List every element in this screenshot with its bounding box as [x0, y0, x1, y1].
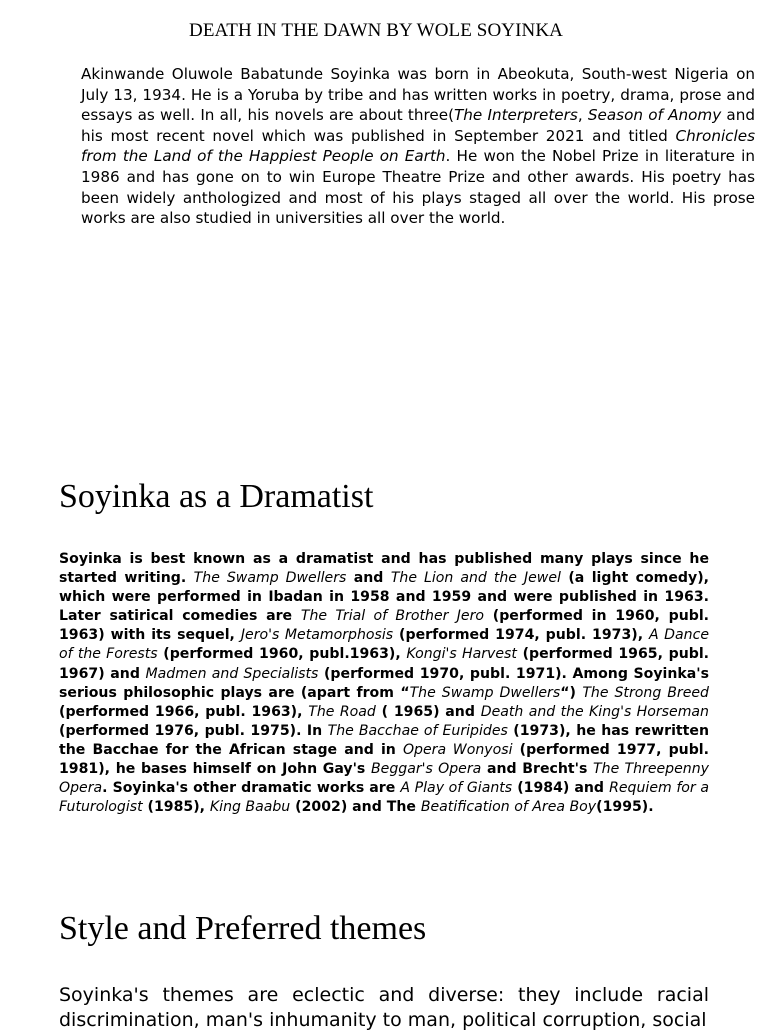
- play-title: Opera Wonyosi: [402, 741, 513, 758]
- dramatist-text: and Brecht's: [481, 761, 594, 778]
- play-title: Beggar's Opera: [371, 761, 482, 778]
- bio-text: ,: [577, 106, 588, 125]
- style-themes-section-heading: Style and Preferred themes: [59, 910, 427, 947]
- play-title: The Swamp Dwellers: [193, 570, 347, 587]
- dramatist-text: (performed 1960, publ.1963),: [157, 646, 407, 663]
- play-title: Jero's Metamorphosis: [240, 627, 394, 644]
- themes-paragraph: Soyinka's themes are eclectic and diverse: they include racial discrimination, man's inhumanity to man, political corruption, social: [59, 984, 709, 1031]
- dramatist-text: Soyinka is best known as a dramatist and has published many plays since he started writing.: [59, 551, 709, 587]
- play-title: The Trial of Brother Jero: [300, 608, 485, 625]
- bio-novel-title: Season of Anomy: [587, 106, 722, 125]
- dramatist-text: (performed 1966, publ. 1963),: [59, 703, 309, 720]
- dramatist-text: ( 1965) and: [375, 703, 481, 720]
- bio-text: Akinwande Oluwole Babatunde Soyinka was born in Abeokuta, South-west Nigeria on July 13, 1934. He is a Yoruba by tribe and has written works in poetry, drama, prose and essays as well. In all, his novels are about three(: [81, 65, 755, 125]
- play-title: The Lion and the Jewel: [390, 570, 561, 587]
- dramatist-text: (1984) and: [512, 780, 610, 797]
- play-title: King Baabu: [209, 799, 291, 816]
- play-title: Madmen and Specialists: [145, 665, 319, 682]
- dramatist-text: (performed in 1960, publ. 1963) with its sequel,: [59, 608, 710, 644]
- dramatist-text: (2002) and The: [290, 799, 421, 816]
- bio-novel-title: The Interpreters: [454, 106, 578, 125]
- play-title: The Swamp Dwellers: [409, 684, 561, 701]
- play-title: The Road: [308, 703, 376, 720]
- bio-text: and his most recent novel which was published in September 2021 and titled: [81, 106, 755, 145]
- play-title: Kongi's Harvest: [406, 646, 517, 663]
- dramatist-text: “): [560, 684, 583, 701]
- dramatist-text: (1995).: [596, 799, 654, 816]
- play-title: The Bacchae of Euripides: [327, 722, 508, 739]
- play-title: The Threepenny Opera: [59, 761, 709, 797]
- bio-text: . He won the Nobel Prize in literature in 1986 and has gone on to win Europe Theatre Prize and other awards. His poetry has been widely anthologized and most of his plays staged all over the world. His prose works are also studied in universities all over the world.: [81, 147, 755, 228]
- dramatist-text: and: [346, 570, 391, 587]
- play-title: Beatification of Area Boy: [420, 799, 597, 816]
- dramatist-text: (performed 1976, publ. 1975). In: [59, 722, 328, 739]
- play-title: A Dance of the Forests: [59, 627, 710, 663]
- play-title: Requiem for a Futurologist: [59, 780, 709, 816]
- document-title: DEATH IN THE DAWN BY WOLE SOYINKA: [189, 20, 563, 41]
- author-bio-paragraph: [81, 64, 755, 229]
- dramatist-text: (performed 1977, publ. 1981), he bases himself on John Gay's: [59, 741, 709, 778]
- dramatist-section-heading: Soyinka as a Dramatist: [59, 478, 374, 515]
- dramatist-text: (performed 1965, publ. 1967) and: [59, 646, 709, 682]
- play-title: A Play of Giants: [400, 780, 513, 797]
- dramatist-text: (1985),: [142, 799, 210, 816]
- dramatist-text: (1973), he has rewritten the Bacchae for the African stage and in: [59, 722, 709, 758]
- dramatist-paragraph: [59, 550, 709, 817]
- dramatist-text: (performed 1974, publ. 1973),: [393, 627, 649, 644]
- play-title: The Strong Breed: [582, 684, 709, 701]
- dramatist-text: . Soyinka's other dramatic works are: [102, 780, 401, 797]
- play-title: Death and the King's Horseman: [480, 703, 709, 720]
- dramatist-text: (performed 1970, publ. 1971). Among Soyinka's serious philosophic plays are (apart from “: [59, 665, 709, 701]
- dramatist-text: (a light comedy), which were performed in Ibadan in 1958 and 1959 and were published in 1963. Later satirical comedies are: [59, 570, 709, 625]
- bio-novel-title: Chronicles from the Land of the Happiest People on Earth: [81, 126, 755, 166]
